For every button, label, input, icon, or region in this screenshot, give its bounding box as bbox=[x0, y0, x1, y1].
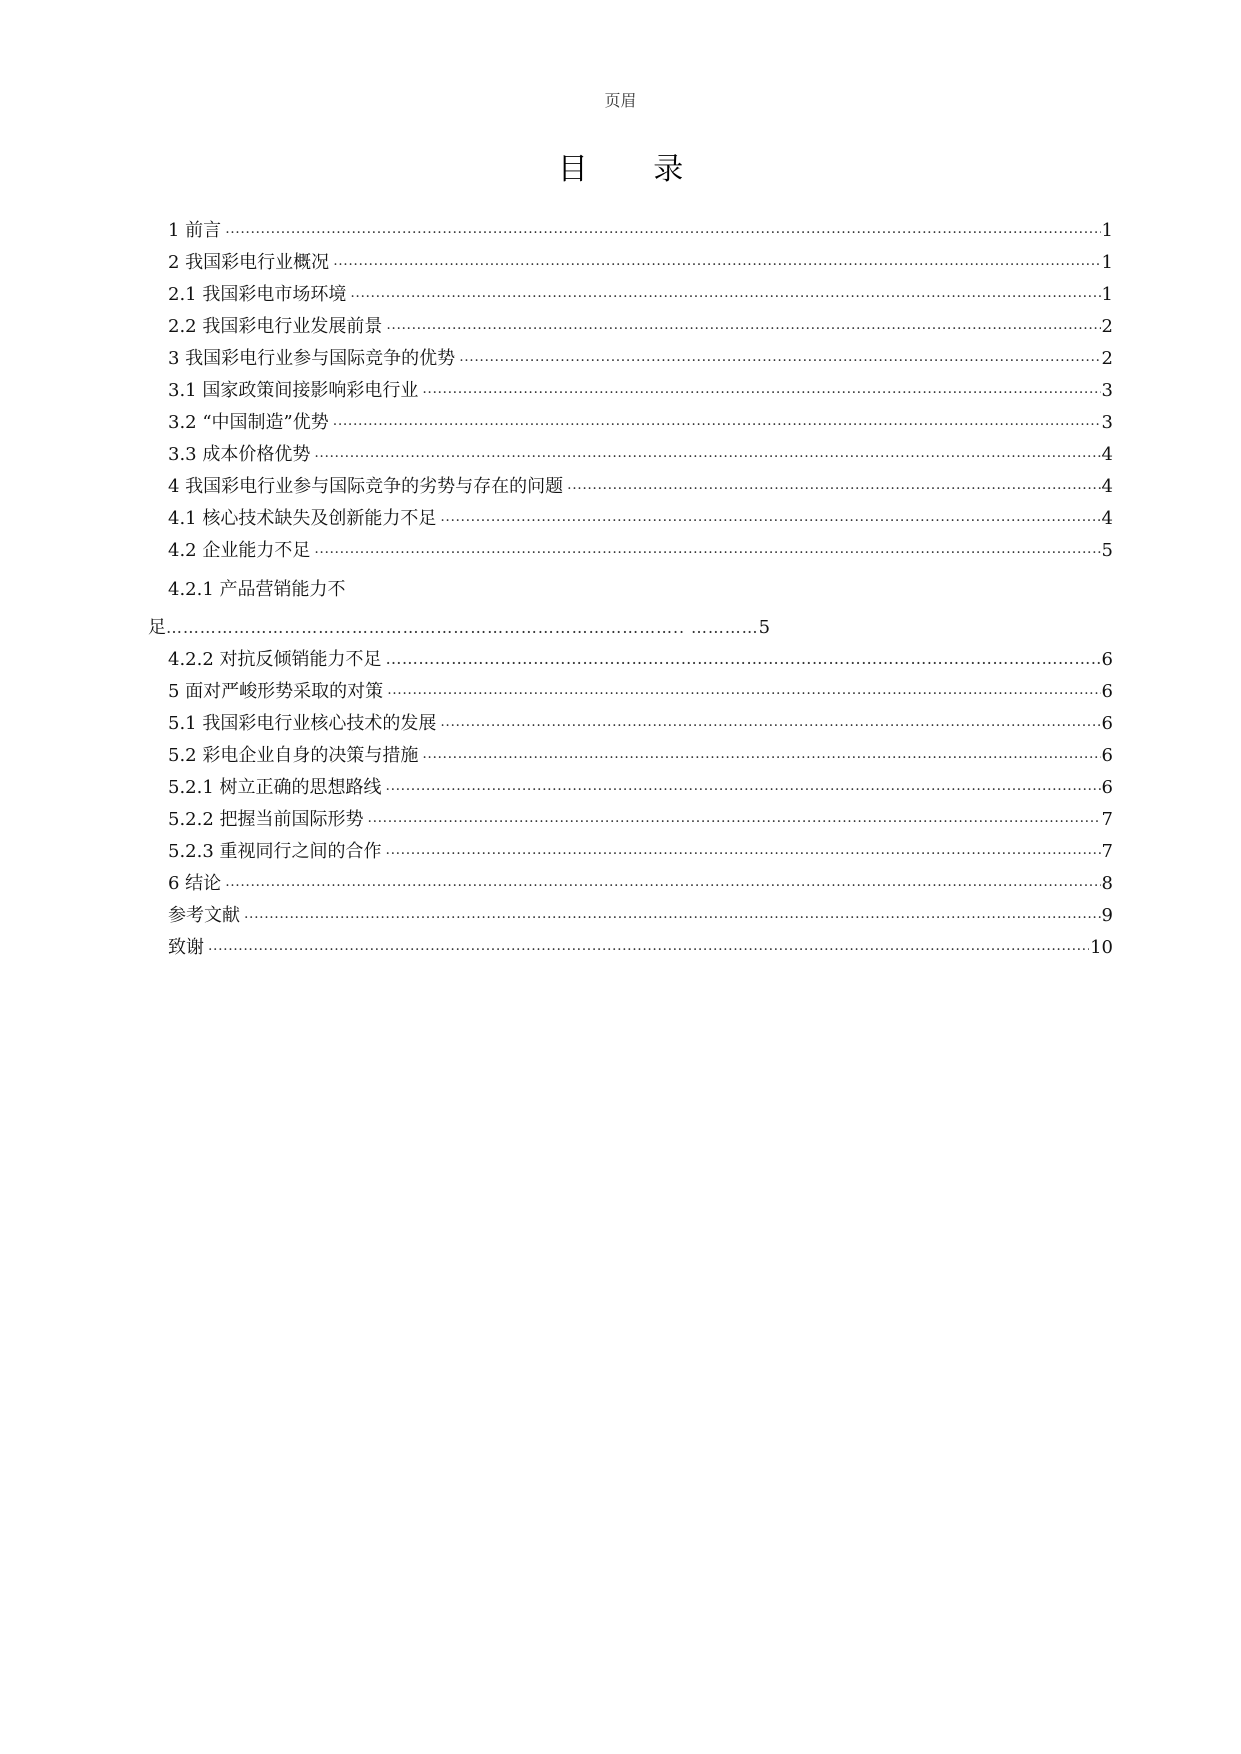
toc-entry-label: 2 我国彩电行业概况 bbox=[168, 252, 330, 273]
toc-dot-leader bbox=[386, 649, 1101, 671]
toc-entry-page: 6 bbox=[1101, 777, 1113, 798]
toc-entry[interactable] bbox=[168, 873, 1113, 895]
toc-entry-page: 5 bbox=[1101, 540, 1113, 561]
toc-entry-page: 3 bbox=[1101, 412, 1113, 433]
toc-entry[interactable] bbox=[168, 220, 1113, 242]
toc-dot-leader bbox=[440, 713, 1100, 735]
toc-entry-page: 3 bbox=[1101, 380, 1113, 401]
toc-entry-page: 4 bbox=[1101, 508, 1113, 529]
toc-dot-leader bbox=[386, 316, 1100, 338]
toc-entry[interactable] bbox=[168, 444, 1113, 466]
toc-entry[interactable] bbox=[168, 476, 1113, 498]
toc-entry-label: 4.2.2 对抗反倾销能力不足 bbox=[168, 649, 382, 670]
toc-dot-leader bbox=[350, 284, 1100, 306]
toc-dot-leader bbox=[314, 540, 1100, 562]
toc-dot-leader bbox=[386, 777, 1101, 799]
toc-entry-label: 1 前言 bbox=[168, 220, 222, 241]
toc-entry-page: 6 bbox=[1101, 649, 1113, 670]
toc-entry[interactable] bbox=[168, 745, 1113, 767]
toc-entry-page: 2 bbox=[1101, 316, 1113, 337]
toc-dot-leader bbox=[314, 444, 1100, 466]
toc-entry[interactable] bbox=[168, 348, 1113, 370]
toc-entry-page: 4 bbox=[1101, 444, 1113, 465]
page-header: 页眉 bbox=[604, 91, 637, 110]
toc-entry-wrapped-label-tail: 足 bbox=[148, 617, 166, 638]
toc-entry-label: 4.1 核心技术缺失及创新能力不足 bbox=[168, 508, 437, 529]
toc-entry[interactable] bbox=[168, 681, 1113, 703]
toc-entry-page: 6 bbox=[1101, 713, 1113, 734]
toc-entry-page: 2 bbox=[1101, 348, 1113, 369]
toc-entry[interactable] bbox=[168, 284, 1113, 306]
toc-entry-label: 4 我国彩电行业参与国际竞争的劣势与存在的问题 bbox=[168, 476, 564, 497]
toc-entry-label: 5.2.1 树立正确的思想路线 bbox=[168, 777, 382, 798]
toc-dot-leader bbox=[333, 412, 1101, 434]
toc-entry-wrapped-label[interactable]: 4.2.1 产品营销能力不 bbox=[168, 579, 346, 600]
toc-dot-leader bbox=[422, 745, 1100, 767]
toc-dot-leader bbox=[387, 681, 1100, 703]
toc-title: 目 录 bbox=[557, 152, 712, 187]
toc-dot-leader bbox=[422, 380, 1100, 402]
toc-entry-page: 5 bbox=[758, 617, 771, 638]
toc-entry-page: 6 bbox=[1101, 745, 1113, 766]
toc-entry-label: 4.2 企业能力不足 bbox=[168, 540, 311, 561]
toc-entry-label: 致谢 bbox=[168, 937, 204, 958]
toc-entry[interactable] bbox=[168, 380, 1113, 402]
toc-entry[interactable] bbox=[168, 905, 1113, 927]
toc-entry-wrapped-continuation[interactable] bbox=[148, 617, 770, 639]
toc-entry[interactable] bbox=[168, 809, 1113, 831]
toc-entry-label: 3.3 成本价格优势 bbox=[168, 444, 311, 465]
toc-dot-leader bbox=[244, 905, 1101, 927]
toc-dot-leader bbox=[386, 841, 1101, 863]
toc-entry-label: 5.1 我国彩电行业核心技术的发展 bbox=[168, 713, 437, 734]
toc-dot-leader bbox=[368, 809, 1101, 831]
toc-entry-page: 1 bbox=[1101, 220, 1113, 241]
toc-dot-leader bbox=[333, 252, 1100, 274]
toc-dot-leader bbox=[440, 508, 1100, 530]
toc-entry[interactable] bbox=[168, 649, 1113, 671]
toc-dot-leader: ……………………………………………………………………………….. ………… bbox=[166, 618, 759, 637]
toc-entry[interactable] bbox=[168, 316, 1113, 338]
toc-entry-page: 1 bbox=[1101, 252, 1113, 273]
toc-entry-label: 5.2.2 把握当前国际形势 bbox=[168, 809, 364, 830]
toc-dot-leader bbox=[459, 348, 1100, 370]
toc-entry-page: 8 bbox=[1101, 873, 1113, 894]
toc-entry[interactable] bbox=[168, 540, 1113, 562]
toc-entry-page: 9 bbox=[1101, 905, 1113, 926]
toc-dot-leader bbox=[225, 873, 1100, 895]
toc-entry-label: 5.2 彩电企业自身的决策与措施 bbox=[168, 745, 419, 766]
toc-entry-page: 4 bbox=[1101, 476, 1113, 497]
toc-entry-label: 2.1 我国彩电市场环境 bbox=[168, 284, 347, 305]
toc-entry-label: 5.2.3 重视同行之间的合作 bbox=[168, 841, 382, 862]
toc-dot-leader bbox=[208, 937, 1089, 959]
toc-entry-page: 10 bbox=[1090, 937, 1113, 958]
toc-entry-label: 3.1 国家政策间接影响彩电行业 bbox=[168, 380, 419, 401]
toc-entry-page: 7 bbox=[1101, 841, 1113, 862]
toc-entry-label: 3.2 “中国制造”优势 bbox=[168, 412, 329, 433]
toc-entry[interactable] bbox=[168, 713, 1113, 735]
toc-entry[interactable] bbox=[168, 412, 1113, 434]
toc-dot-leader bbox=[567, 476, 1100, 498]
toc-entry[interactable] bbox=[168, 252, 1113, 274]
toc-entry-label: 6 结论 bbox=[168, 873, 222, 894]
toc-entry-label: 3 我国彩电行业参与国际竞争的优势 bbox=[168, 348, 456, 369]
toc-entry-label: 2.2 我国彩电行业发展前景 bbox=[168, 316, 383, 337]
toc-entry-label: 5 面对严峻形势采取的对策 bbox=[168, 681, 384, 702]
toc-entry-page: 7 bbox=[1101, 809, 1113, 830]
toc-dot-leader bbox=[225, 220, 1100, 242]
toc-entry[interactable] bbox=[168, 841, 1113, 863]
toc-entry[interactable] bbox=[168, 508, 1113, 530]
toc-entry-label: 参考文献 bbox=[168, 905, 240, 926]
toc-entry[interactable] bbox=[168, 937, 1113, 959]
toc-entry-page: 6 bbox=[1101, 681, 1113, 702]
toc-entry-page: 1 bbox=[1101, 284, 1113, 305]
toc-entry[interactable] bbox=[168, 777, 1113, 799]
